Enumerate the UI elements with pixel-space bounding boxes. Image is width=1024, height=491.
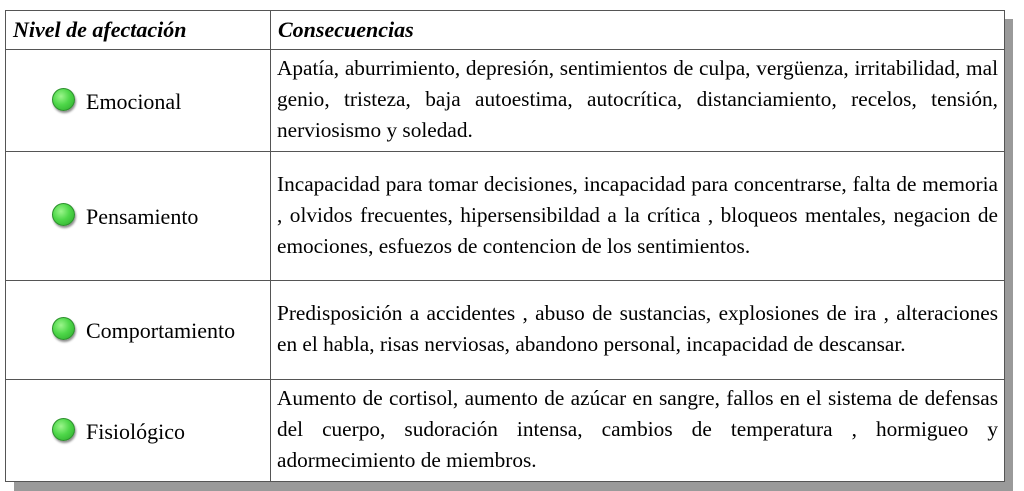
consequences-cell: Apatía, aburrimiento, depresión, sentimientos de culpa, vergüenza, irritabilidad, mal genio, tristeza, baja autoestima, autocrítica, distanciamiento, recelos, tensión, nerviosismo y soledad. — [271, 50, 1005, 152]
consequences-table — [5, 10, 1005, 482]
header-level: Nivel de afectación — [6, 11, 271, 50]
table-row — [6, 152, 1005, 281]
consequences-cell: Incapacidad para tomar decisiones, incapacidad para concentrarse, falta de memoria , olvidos frecuentes, hipersensibildad a la crítica , bloqueos mentales, negacion de emociones, esfuezos de contencion de los sentimientos. — [271, 152, 1005, 281]
level-cell — [6, 50, 271, 152]
table-header-row — [6, 11, 1005, 50]
level-cell — [6, 152, 271, 281]
level-label: Emocional — [86, 88, 182, 114]
header-consequences: Consecuencias — [271, 11, 1005, 50]
consequences-table-container — [5, 10, 1004, 482]
level-cell — [6, 281, 271, 380]
level-label: Fisiológico — [86, 418, 186, 444]
green-bullet-icon — [52, 418, 75, 441]
consequences-cell: Aumento de cortisol, aumento de azúcar en sangre, fallos en el sistema de defensas del cuerpo, sudoración intensa, cambios de temperatura , hormigueo y adormecimiento de miembros. — [271, 380, 1005, 482]
consequences-cell: Predisposición a accidentes , abuso de sustancias, explosiones de ira , alteraciones en el habla, risas nerviosas, abandono personal, incapacidad de descansar. — [271, 281, 1005, 380]
green-bullet-icon — [52, 88, 75, 111]
level-cell — [6, 380, 271, 482]
table-row — [6, 380, 1005, 482]
green-bullet-icon — [52, 317, 75, 340]
level-label: Pensamiento — [86, 203, 199, 229]
table-row — [6, 50, 1005, 152]
level-label: Comportamiento — [86, 317, 236, 343]
table-row — [6, 281, 1005, 380]
green-bullet-icon — [52, 203, 75, 226]
